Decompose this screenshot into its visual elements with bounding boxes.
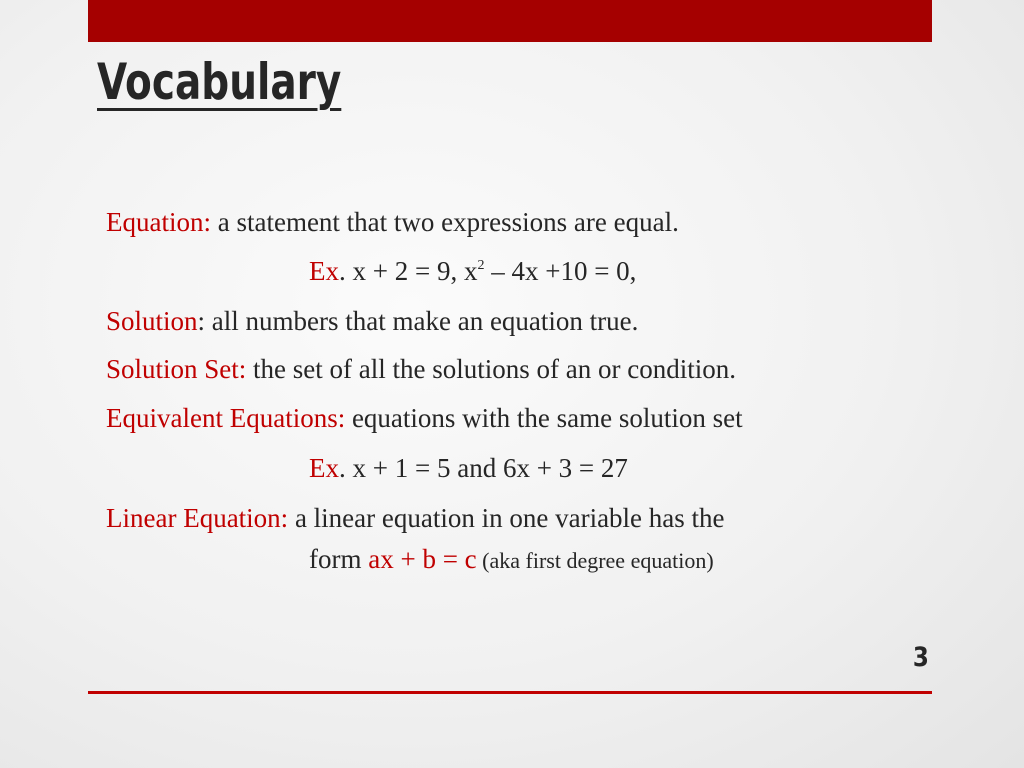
example-label: Ex (309, 256, 339, 286)
definition-text: a linear equation in one variable has the (288, 503, 725, 533)
example-label: Ex (309, 453, 339, 483)
term-linear-equation: Linear Equation: (106, 503, 289, 533)
example-equation (309, 255, 636, 287)
definition-text: : all numbers that make an equation true. (197, 306, 639, 336)
formula-aside: (aka first degree equation) (476, 548, 714, 573)
slide-title: Vocabulary (97, 53, 342, 111)
definition-solution-set (106, 353, 736, 385)
term-solution-set: Solution Set: (106, 354, 247, 384)
top-accent-bar (88, 0, 932, 42)
definition-equation (106, 206, 679, 238)
term-equivalent-equations: Equivalent Equations: (106, 403, 346, 433)
linear-equation-form (309, 543, 714, 575)
example-text: . x + 1 = 5 and 6x + 3 = 27 (339, 453, 628, 483)
term-equation: Equation: (106, 207, 211, 237)
definition-linear-equation (106, 502, 725, 534)
form-word: form (309, 544, 369, 574)
bottom-divider (88, 691, 932, 694)
example-equivalent (309, 452, 628, 484)
page-number: 3 (913, 642, 929, 673)
definition-equivalent-equations (106, 402, 743, 434)
definition-solution (106, 305, 638, 337)
definition-text: the set of all the solutions of an or condition. (246, 354, 736, 384)
example-text: – 4x +10 = 0, (484, 256, 637, 286)
example-text: . x + 2 = 9, x (339, 256, 478, 286)
definition-text: a statement that two expressions are equal. (210, 207, 679, 237)
definition-text: equations with the same solution set (345, 403, 743, 433)
linear-formula: ax + b = c (368, 544, 477, 574)
term-solution: Solution (106, 306, 198, 336)
exponent: 2 (477, 258, 485, 273)
